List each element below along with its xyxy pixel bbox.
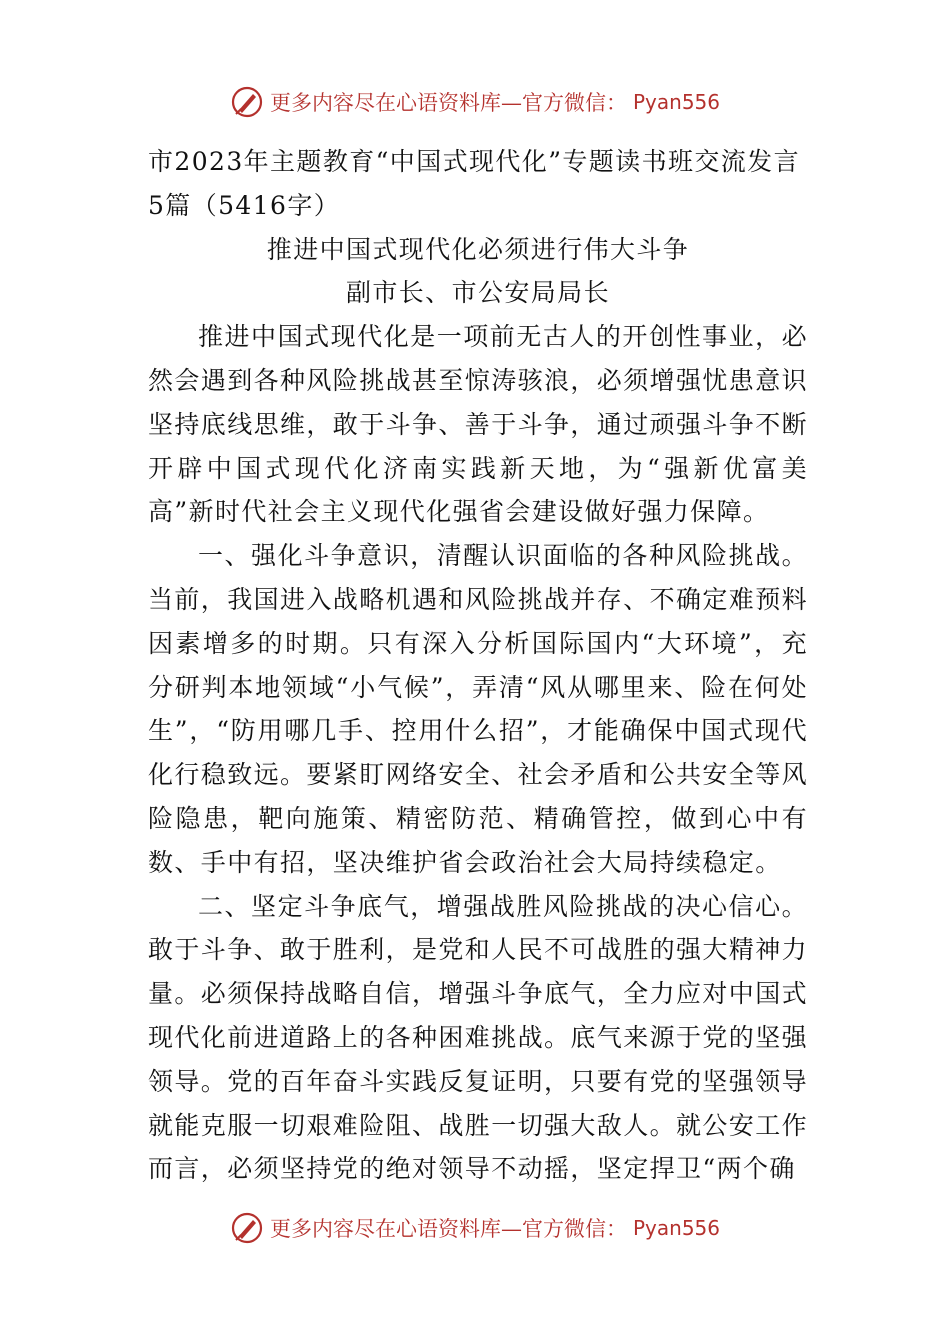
wechat-id: Pyan556 xyxy=(632,1216,720,1240)
document-body xyxy=(148,140,808,1191)
watermark-text: 更多内容尽在心语资料库—官方微信： xyxy=(269,1217,627,1241)
pen-logo-icon xyxy=(230,85,264,119)
paragraph: 推进中国式现代化是一项前无古人的开创性事业，必然会遇到各种风险挑战甚至惊涛骇浪，必须增强忧患意识坚持底线思维，敢于斗争、善于斗争，通过顽强斗争不断开辟中国式现代化济南实践新天地，为“强新优富美高”新时代社会主义现代化强省会建设做好强力保障。 xyxy=(148,322,809,527)
speaker-title: 副市长、市公安局局长 xyxy=(345,278,610,308)
watermark-banner-bottom xyxy=(0,1208,950,1248)
paragraph: 二、坚定斗争底气，增强战胜风险挑战的决心信心。敢于斗争、敢于胜利，是党和人民不可战胜的强大精神力量。必须保持战略自信，增强斗争底气，全力应对中国式现代化前进道路上的各种困难挑战。底气来源于党的坚强领导。党的百年奋斗实践反复证明，只要有党的坚强领导就能克服一切艰难险阻、战胜一切强大敌人。就公安工作而言，必须坚持党的绝对领导不动摇，坚定捍卫“两个确 xyxy=(148,891,809,1184)
watermark-text: 更多内容尽在心语资料库—官方微信： xyxy=(269,91,627,115)
paragraph: 一、强化斗争意识，清醒认识面临的各种风险挑战。当前，我国进入战略机遇和风险挑战并存、不确定难预料因素增多的时期。只有深入分析国际国内“大环境”，充分研判本地领域“小气候”，弄清“风从哪里来、险在何处生”，“防用哪几手、控用什么招”，才能确保中国式现代化行稳致远。要紧盯网络安全、社会矛盾和公共安全等风险隐患，靶向施策、精密防范、精确管控，做到心中有数、手中有招，坚决维护省会政治社会大局持续稳定。 xyxy=(148,541,809,877)
speech-heading: 推进中国式现代化必须进行伟大斗争 xyxy=(266,234,690,264)
wechat-id: Pyan556 xyxy=(632,90,720,114)
document-title: 市2023年主题教育“中国式现代化”专题读书班交流发言5篇（5416字） xyxy=(148,147,800,220)
pen-logo-icon xyxy=(230,1211,264,1245)
watermark-banner-top xyxy=(0,82,950,122)
